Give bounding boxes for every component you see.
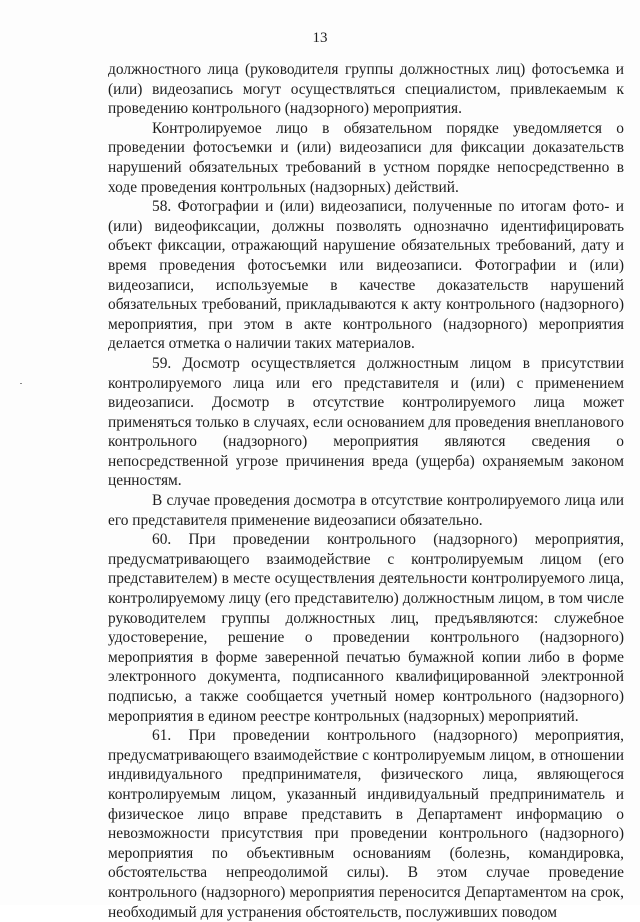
document-body — [108, 60, 624, 922]
paragraph-58: 58. Фотографии и (или) видеозаписи, полученные по итогам фото- и (или) видеофиксации, должны позволять однозначно идентифицировать объект фиксации, отражающий нарушение обязательных требований, дату и время проведения фотосъемки или видеозаписи. Фотографии и (или) видеозаписи, используемые в качестве доказательств нарушений обязательных требований, прикладываются к акту контрольного (надзорного) мероприятия, при этом в акте контрольного (надзорного) мероприятия делается отметка о наличии таких материалов. — [108, 198, 624, 353]
page-number: 13 — [312, 30, 328, 46]
paragraph-59: 59. Досмотр осуществляется должностным лицом в присутствии контролируемого лица или его представителя и (или) с применением видеозаписи. Досмотр в отсутствие контролируемого лица может применяться только в случаях, если основанием для проведения внепланового контрольного (надзорного) мероприятия являются сведения о непосредственной угрозе причинения вреда (ущерба) охраняемым законом ценностям. — [108, 354, 624, 490]
scan-mark — [20, 383, 22, 384]
paragraph-61: 61. При проведении контрольного (надзорного) мероприятия, предусматривающего взаимодействие с контролируемым лицом, в отношении индивидуального предпринимателя, физического лица, являющегося контролируемым лицом, указанный индивидуальный предприниматель и физическое лицо вправе представить в Департамент информацию о невозможности присутствия при проведении контрольного (надзорного) мероприятия по объективным основаниям (болезнь, командировка, обстоятельства непреодолимой силы). В этом случае проведение контрольного (надзорного) мероприятия переносится Департаментом на срок, необходимый для устранения обстоятельств, послуживших поводом — [108, 727, 624, 921]
paragraph-60: 60. При проведении контрольного (надзорного) мероприятия, предусматривающего взаимодействие с контролируемым лицом (его представителем) в месте осуществления деятельности контролируемого лица, контролируемому лицу (его представителю) должностным лицом, в том числе руководителем группы должностных лиц, предъявляются: служебное удостоверение, решение о проведении контрольного (надзорного) мероприятия в форме заверенной печатью бумажной копии либо в форме электронного документа, подписанного квалифицированной электронной подписью, а также сообщается учетный номер контрольного (надзорного) мероприятия в едином реестре контрольных (надзорных) мероприятий. — [108, 531, 624, 725]
paragraph: В случае проведения досмотра в отсутствие контролируемого лица или его представителя применение видеозаписи обязательно. — [108, 492, 624, 529]
paragraph: должностного лица (руководителя группы должностных лиц) фотосъемка и (или) видеозапись могут осуществляться специалистом, привлекаемым к проведению контрольного (надзорного) мероприятия. — [108, 61, 624, 118]
paragraph: Контролируемое лицо в обязательном порядке уведомляется о проведении фотосъемки и (или) видеозаписи для фиксации доказательств нарушений обязательных требований в устном порядке непосредственно в ходе проведения контрольных (надзорных) действий. — [108, 119, 624, 196]
